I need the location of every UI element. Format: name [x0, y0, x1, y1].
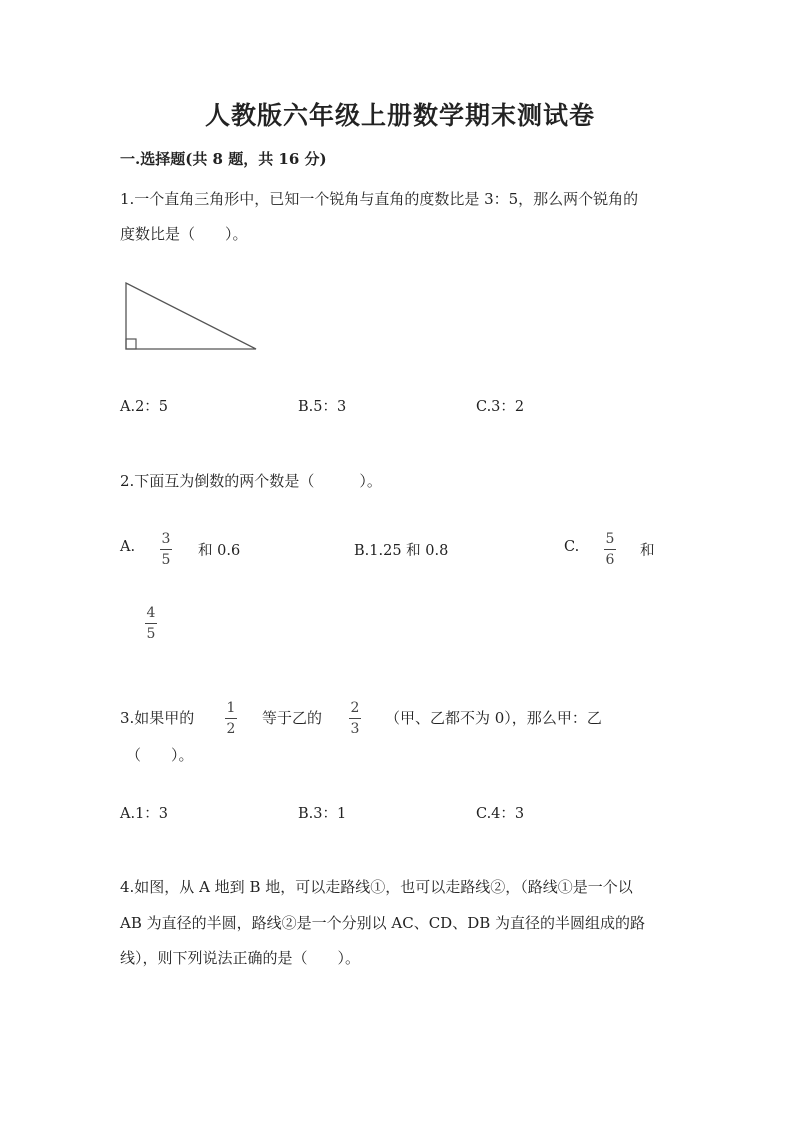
q3-fraction-2 [349, 700, 361, 737]
q3-fraction-1 [225, 700, 237, 737]
q1-option-b[interactable]: B.5：3 [298, 399, 347, 415]
fraction-bar [160, 549, 172, 550]
q3-part2: 等于乙的 [262, 709, 323, 727]
q2-option-a-tail: 和 0.6 [198, 543, 241, 559]
section-heading: 一.选择题(共 8 题，共 16 分) [120, 150, 327, 168]
q4-line3: 线），则下列说法正确的是（ ）。 [120, 949, 361, 967]
q1-line2: 度数比是（ ）。 [120, 225, 248, 243]
fraction-denominator: 5 [161, 552, 171, 568]
q2-option-c-fraction-2 [145, 605, 157, 642]
q2-option-c-label[interactable]: C. [564, 539, 580, 555]
fraction-bar [349, 718, 361, 719]
fraction-numerator: 1 [226, 700, 236, 716]
fraction-numerator: 4 [146, 605, 156, 621]
q3-option-c[interactable]: C.4：3 [476, 806, 525, 822]
q3-line2: （ ）。 [126, 746, 194, 764]
q1-option-c[interactable]: C.3：2 [476, 399, 525, 415]
q3-part1: 3.如果甲的 [120, 709, 195, 727]
q3-option-b[interactable]: B.3：1 [298, 806, 347, 822]
q2-option-a-fraction [160, 531, 172, 568]
q2-option-c-fraction [604, 531, 616, 568]
q2-option-b[interactable]: B.1.25 和 0.8 [354, 543, 449, 559]
fraction-denominator: 2 [226, 721, 236, 737]
q1-line1: 1.一个直角三角形中，已知一个锐角与直角的度数比是 3：5，那么两个锐角的 [120, 190, 639, 208]
q4-line1: 4.如图，从 A 地到 B 地，可以走路线①，也可以走路线②，（路线①是一个以 [120, 878, 633, 896]
q4-line2: AB 为直径的半圆，路线②是一个分别以 AC、CD、DB 为直径的半圆组成的路 [120, 914, 646, 932]
fraction-bar [604, 549, 616, 550]
q3-part3: （甲、乙都不为 0），那么甲：乙 [385, 709, 602, 727]
fraction-denominator: 6 [605, 552, 615, 568]
fraction-bar [225, 718, 237, 719]
fraction-bar [145, 623, 157, 624]
q2-option-a-label[interactable]: A. [120, 539, 136, 555]
fraction-numerator: 2 [350, 700, 360, 716]
fraction-numerator: 5 [605, 531, 615, 547]
fraction-denominator: 5 [146, 626, 156, 642]
q3-option-a[interactable]: A.1：3 [120, 806, 169, 822]
q2-option-c-tail: 和 [640, 543, 655, 559]
q1-option-a[interactable]: A.2：5 [120, 399, 169, 415]
page-title: 人教版六年级上册数学期末测试卷 [204, 101, 595, 130]
q2-text: 2.下面互为倒数的两个数是（ ）。 [120, 472, 382, 490]
right-triangle-figure [120, 280, 260, 356]
fraction-numerator: 3 [161, 531, 171, 547]
fraction-denominator: 3 [350, 721, 360, 737]
